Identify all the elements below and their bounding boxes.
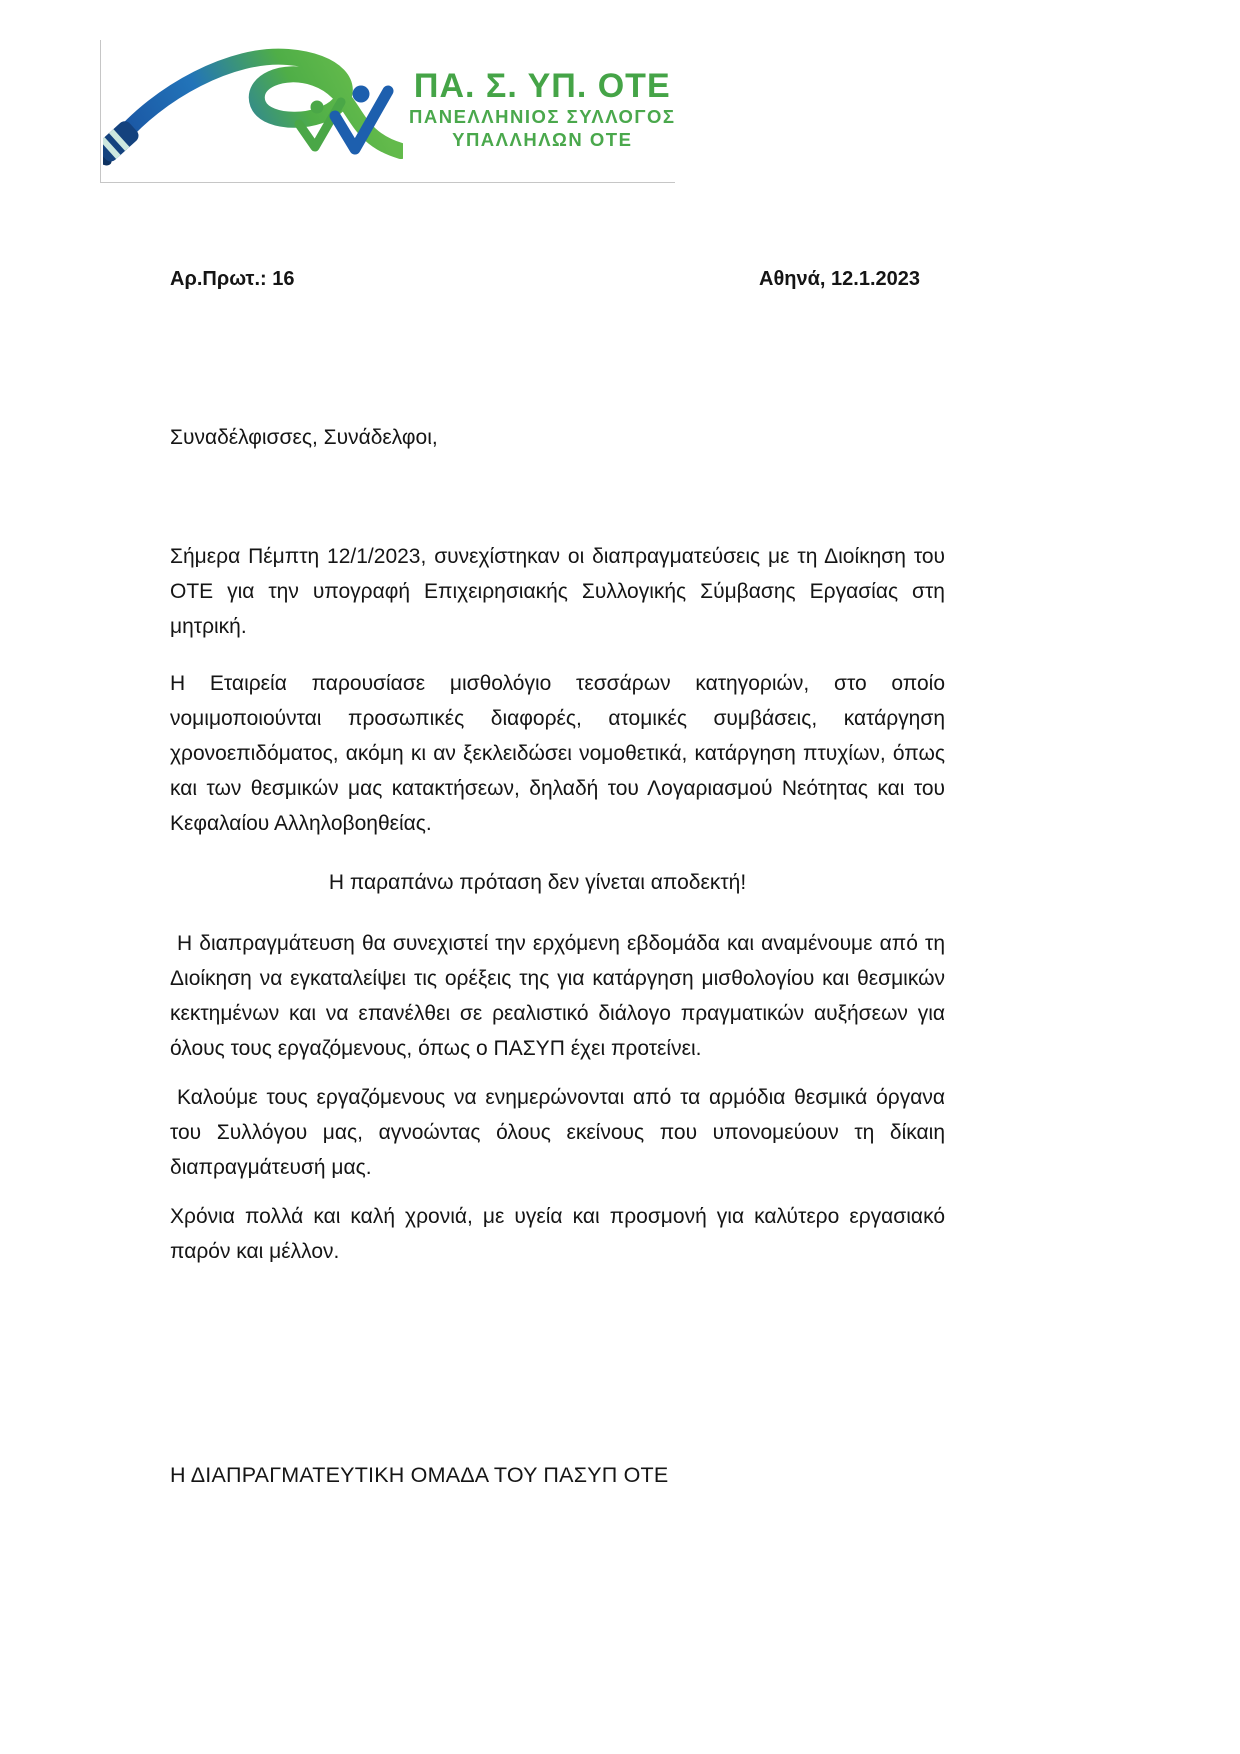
letter-date: Αθηνά, 12.1.2023 [759,268,920,290]
protocol-number: Αρ.Πρωτ.: 16 [170,268,295,290]
org-logo-text [409,68,676,151]
org-name: ΠΑ. Σ. ΥΠ. ΟΤΕ [413,66,671,105]
org-subtitle-line1: ΠΑΝΕΛΛΗΝΙΟΣ ΣΥΛΛΟΓΟΣ [409,106,676,128]
letter-paragraph-5: Χρόνια πολλά και καλή χρονιά, με υγεία και προσμονή για καλύτερο εργασιακό παρόν και μέλλον. [170,1205,945,1263]
closing-signature: Η ΔΙΑΠΡΑΓΜΑΤΕΥΤΙΚΗ ΟΜΑΔΑ ΤΟΥ ΠΑΣΥΠ ΟΤΕ [170,1463,669,1487]
letter-paragraph-4: Καλούμε τους εργαζόμενους να ενημερώνονται από τα αρμόδια θεσμικά όργανα του Συλλόγου μας, αγνοώντας όλους εκείνους που υπονομεύουν τη δίκαιη διαπραγμάτευσή μας. [170,1086,945,1179]
header-row [170,267,945,291]
org-subtitle-line2: ΥΠΑΛΛΗΛΩΝ ΟΤΕ [452,129,633,151]
letter-paragraph-3: Η διαπραγμάτευση θα συνεχιστεί την ερχόμενη εβδομάδα και αναμένουμε από τη Διοίκηση να εγκαταλείψει τις ορέξεις της για κατάργηση μισθολογίου και θεσμικών κεκτημένων και να επανέλθει σε ρεαλιστικό διάλογο πραγματικών αυξήσεων για όλους τους εργαζόμενους, όπως ο ΠΑΣΥΠ έχει προτείνει. [170,932,945,1060]
letter-paragraph-1: Σήμερα Πέμπτη 12/1/2023, συνεχίστηκαν οι διαπραγματεύσεις με τη Διοίκηση του ΟΤΕ για την υπογραφή Επιχειρησιακής Συλλογικής Σύμβασης Εργασίας στη μητρική. [170,545,945,638]
letter-paragraph-2: Η Εταιρεία παρουσίασε μισθολόγιο τεσσάρων κατηγοριών, στο οποίο νομιμοποιούνται προσωπικές διαφορές, ατομικές συμβάσεις, κατάργηση χρονοεπιδόματος, ακόμη κι αν ξεκλειδώσει νομοθετικά, κατάργηση πτυχίων, όπως και των θεσμικών μας κατακτήσεων, δηλαδή του Λογαριασμού Νεότητας και του Κεφαλαίου Αλληλοβοηθείας. [170,672,945,835]
highlight-statement: Η παραπάνω πρόταση δεν γίνεται αποδεκτή! [328,871,747,894]
org-logo [100,40,675,183]
salutation: Συναδέλφισσες, Συνάδελφοι, [170,426,438,449]
pasyp-ote-logo-icon [103,44,403,174]
